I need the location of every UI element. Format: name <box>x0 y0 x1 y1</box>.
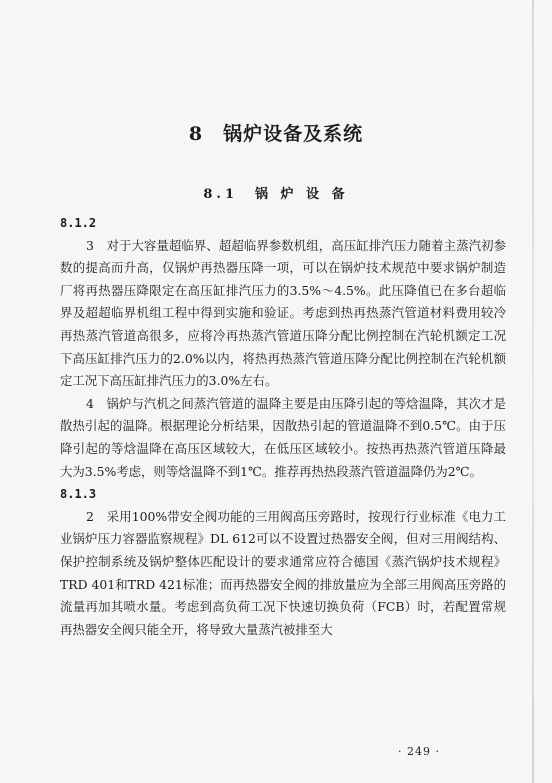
paragraph: 4 锅炉与汽机之间蒸汽管道的温降主要是由压降引起的等焓温降，其次才是散热引起的温降。根据理论分析结果，因散热引起的管道温降不到0.5℃。由于压降引起的等焓温降在高压区域较大，在低压区域较小。按热再热蒸汽管道压降最大为3.5%考虑，则等焓温降不到1℃。推荐再热热段蒸汽管道温降仍为2℃。 <box>60 395 506 479</box>
chapter-title: 8 锅炉设备及系统 <box>188 123 364 145</box>
body-text <box>60 212 506 641</box>
section-title: 8.1 锅 炉 设 备 <box>203 187 349 202</box>
subsection-number: 8.1.3 <box>60 487 97 502</box>
subsection-number: 8.1.2 <box>60 216 97 230</box>
paragraph: 2 采用100%带安全阀功能的三用阀高压旁路时，按现行行业标准《电力工业锅炉压力容器监察规程》DL 612可以不设置过热器安全阀，但对三用阀结构、保护控制系统及锅炉整体匹配设计的要求通常应符合德国《蒸汽锅炉技术规程》TRD 401和TRD 421标准；而再热器安全阀的排放量应为全部三用阀高压旁路的流量再加其喷水量。考虑到高负荷工况下快速切换负荷（FCB）时，若配置常规再热器安全阀只能全开，将导致大量蒸汽被排至大 <box>60 508 506 637</box>
scan-edge <box>532 0 534 783</box>
page-number: · 249 · <box>398 745 440 758</box>
paragraph: 3 对于大容量超临界、超超临界参数机组，高压缸排汽压力随着主蒸汽初参数的提高而升高，仅锅炉再热器压降一项，可以在锅炉技术规范中要求锅炉制造厂将再热器压降限定在高压缸排汽压力的3.5%～4.5%。此压降值已在多台超临界及超超临界机组工程中得到实施和验证。考虑到热再热蒸汽管道材料费用较冷再热蒸汽管道高很多，应将冷再热蒸汽管道压降分配比例控制在汽轮机额定工况下高压缸排汽压力的2.0%以内，将热再热蒸汽管道压降分配比例控制在汽轮机额定工况下高压缸排汽压力的3.0%左右。 <box>60 237 506 389</box>
